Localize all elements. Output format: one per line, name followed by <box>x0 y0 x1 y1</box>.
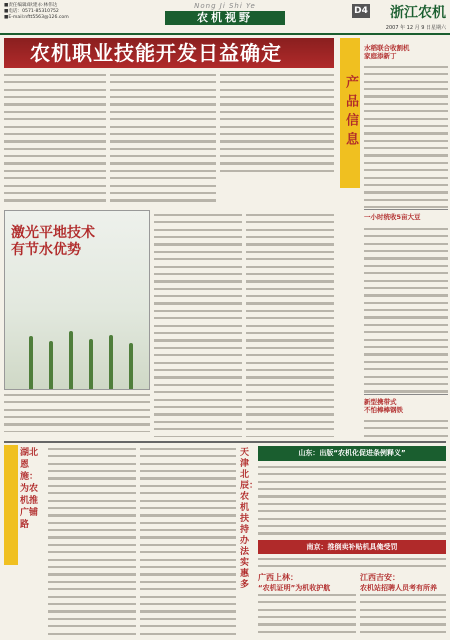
rc-headline-portable <box>364 398 448 414</box>
shandong-headline: 山东：出版“农机化促进条例释义” <box>258 446 446 461</box>
jiangxi-place: 江西吉安： <box>360 573 400 582</box>
hubei-accent-bar <box>4 445 18 565</box>
section-pinyin: Nong Ji Shi Ye <box>194 2 256 10</box>
rc-headline-portable-line1: 新型携带式 <box>364 398 397 406</box>
rc-article-portable <box>364 418 448 440</box>
nanjing-headline: 南京：推倒卖补贴机具俺受罚 <box>258 540 446 554</box>
guangxi-place: 广西上林： <box>258 573 298 582</box>
rc-headline-harvester-line2: 家庭添新丁 <box>364 52 397 60</box>
photo-caption <box>4 392 150 432</box>
masthead-rule <box>0 33 450 35</box>
rc-headline-portable-line2: 不怕棒棒钢铁 <box>364 406 403 414</box>
jiangxi-article <box>360 592 446 636</box>
bottom-section-rule <box>4 441 446 443</box>
nanjing-article <box>258 556 446 570</box>
main-headline: 农机职业技能开发日益确定 <box>4 38 334 68</box>
issue-date: 2007 年 12 月 9 日星期六 <box>385 25 446 31</box>
rc-headline-soybean: 一小时统收5亩大豆 <box>364 213 421 221</box>
masthead-editor-info <box>4 3 104 21</box>
photo-article-col1 <box>154 212 242 437</box>
newspaper-brand: 浙江农机 <box>390 5 446 21</box>
main-article-col2 <box>110 72 216 207</box>
photo-headline-line1: 激光平地技术 <box>11 225 95 241</box>
product-info-tag: 产品信息 <box>340 38 360 188</box>
guangxi-article <box>258 592 356 636</box>
rc-article-harvester <box>364 64 448 208</box>
main-article-col1 <box>4 72 106 207</box>
masthead-section <box>110 2 340 32</box>
rc-headline-harvester-line1: 水稻联合收割机 <box>364 44 410 52</box>
hubei-headline: 湖北恩施：为农机推广铺路 <box>20 448 39 530</box>
phone-line: ■电话：0571-85310752 <box>4 9 59 14</box>
guangxi-headline <box>258 572 330 593</box>
rc-divider-2 <box>364 394 448 395</box>
rc-divider-1 <box>364 209 448 210</box>
photo-headline-line2: 有节水优势 <box>11 242 81 258</box>
rc-article-soybean <box>364 226 448 394</box>
main-article-col3 <box>220 72 334 172</box>
jiangxi-subhead: 农机站招聘人员考有所养 <box>360 584 437 592</box>
guangxi-subhead: “农机证明”为机收护航 <box>258 584 331 592</box>
page-number: D4 <box>352 4 370 18</box>
shandong-article <box>258 464 446 538</box>
section-title: 农机视野 <box>165 11 285 25</box>
field-photo <box>4 210 150 390</box>
hubei-article <box>48 446 136 636</box>
rc-headline-harvester <box>364 44 448 60</box>
hubei-article-col2 <box>140 446 236 636</box>
jiangxi-headline <box>360 572 437 593</box>
email-line: ■E-mail:nftt5563@126.com <box>4 15 69 20</box>
tianjin-headline: 天津北辰：农机扶持办法实惠多 <box>240 448 259 590</box>
photo-headline <box>11 225 95 259</box>
photo-article-col2 <box>246 212 334 437</box>
editor-line: ■责任编辑/耿建永·林伟达 <box>4 3 58 8</box>
